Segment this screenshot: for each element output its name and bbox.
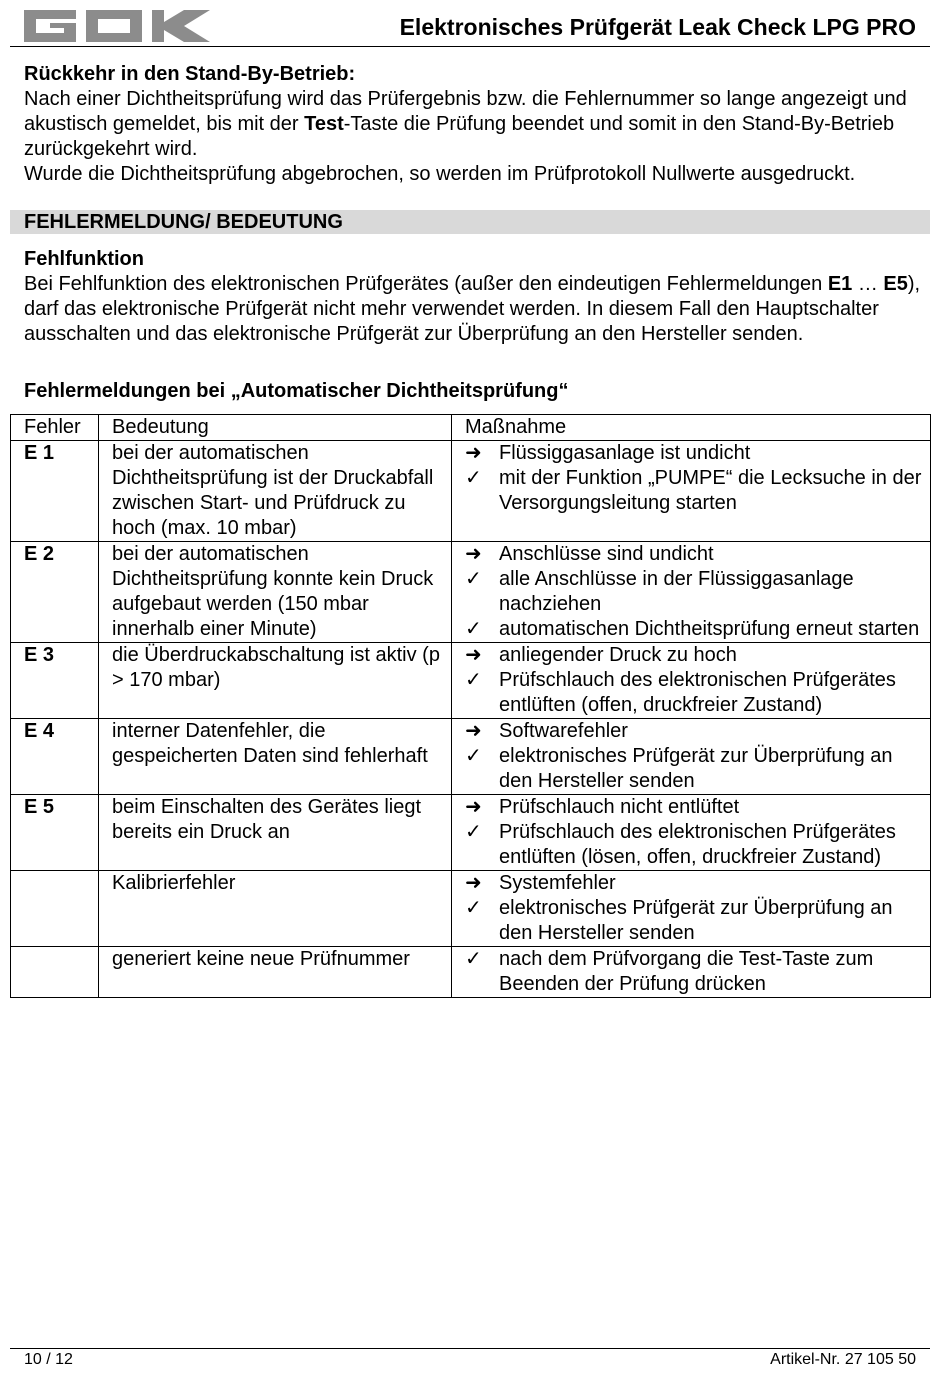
check-icon: ✓	[465, 467, 482, 489]
arrow-right-icon: ➜	[465, 543, 482, 565]
footer-divider	[10, 1348, 930, 1349]
measure-item	[465, 441, 930, 466]
measure-item	[465, 795, 930, 820]
test-key-label: Test	[304, 113, 344, 135]
measure-text: Prüfschlauch nicht entlüftet	[499, 796, 740, 818]
standby-heading: Rückkehr in den Stand-By-Betrieb:	[24, 63, 356, 85]
table-row	[11, 441, 931, 542]
fehlfunktion-heading: Fehlfunktion	[24, 248, 144, 270]
error-meaning: bei der automatischen Dichtheitsprüfung konnte kein Druck aufgebaut werden (150 mbar innerhalb einer Minute)	[99, 542, 452, 643]
header-bedeutung: Bedeutung	[99, 415, 452, 441]
standby-text-a: Nach einer Dichtheitsprüfung wird das Prüfergebnis bzw. die Fehlernummer so lange angezeigt und akustisch gemeldet, bis mit der	[24, 88, 907, 135]
check-icon: ✓	[465, 669, 482, 691]
error-code: E 2	[11, 542, 99, 643]
measure-text: Prüfschlauch des elektronischen Prüfgerätes entlüften (lösen, offen, druckfreier Zustand)	[499, 821, 896, 868]
error-meaning: bei der automatischen Dichtheitsprüfung ist der Druckabfall zwischen Start- und Prüfdruck zu hoch (max. 10 mbar)	[99, 441, 452, 542]
measure-text: elektronisches Prüfgerät zur Überprüfung an den Hersteller senden	[499, 745, 893, 792]
section-title: FEHLERMELDUNG/ BEDEUTUNG	[24, 211, 343, 233]
measure-text: Anschlüsse sind undicht	[499, 543, 714, 565]
measure-item	[465, 820, 930, 870]
error-code	[11, 947, 99, 998]
measure-text: elektronisches Prüfgerät zur Überprüfung an den Hersteller senden	[499, 897, 893, 944]
table-row	[11, 719, 931, 795]
measure-text: Flüssiggasanlage ist undicht	[499, 442, 751, 464]
check-icon: ✓	[465, 618, 482, 640]
error-measures	[452, 871, 931, 947]
measure-text: Systemfehler	[499, 872, 616, 894]
measure-text: Softwarefehler	[499, 720, 628, 742]
error-measures	[452, 947, 931, 998]
code-e1: E1	[827, 273, 853, 295]
table-row	[11, 643, 931, 719]
page-header	[10, 4, 930, 47]
table-row	[11, 542, 931, 643]
standby-text-b: -Taste die Prüfung beendet und somit in den Stand-By-Betrieb zurückgekehrt wird.	[24, 113, 895, 160]
measure-item	[465, 871, 930, 896]
measure-item	[465, 542, 930, 567]
error-measures	[452, 542, 931, 643]
table-row	[11, 871, 931, 947]
ellipsis: …	[852, 273, 884, 295]
standby-paragraph-2: Wurde die Dichtheitsprüfung abgebrochen, so werden im Prüfprotokoll Nullwerte ausgedruckt.	[24, 163, 856, 185]
code-e5: E5	[883, 273, 908, 295]
table-row	[11, 795, 931, 871]
arrow-right-icon: ➜	[465, 872, 482, 894]
error-meaning: die Überdruckabschaltung ist aktiv (p > 170 mbar)	[99, 643, 452, 719]
header-fehler: Fehler	[11, 415, 99, 441]
error-code: E 5	[11, 795, 99, 871]
measure-text: alle Anschlüsse in der Flüssiggasanlage nachziehen	[499, 568, 854, 615]
error-code: E 1	[11, 441, 99, 542]
error-code: E 3	[11, 643, 99, 719]
header-massnahme: Maßnahme	[452, 415, 931, 441]
check-icon: ✓	[465, 821, 482, 843]
arrow-right-icon: ➜	[465, 796, 482, 818]
measure-item	[465, 617, 930, 642]
measure-item	[465, 643, 930, 668]
check-icon: ✓	[465, 948, 482, 970]
error-measures	[452, 643, 931, 719]
fehlfunktion-paragraph	[24, 272, 924, 347]
check-icon: ✓	[465, 568, 482, 590]
measure-item	[465, 668, 930, 718]
article-number: Artikel-Nr. 27 105 50	[770, 1351, 916, 1368]
measure-item	[465, 896, 930, 946]
error-table	[10, 414, 931, 998]
error-meaning: beim Einschalten des Gerätes liegt bereits ein Druck an	[99, 795, 452, 871]
gok-logo	[24, 10, 210, 42]
table-body	[11, 441, 931, 998]
check-icon: ✓	[465, 745, 482, 767]
check-icon: ✓	[465, 897, 482, 919]
error-meaning: Kalibrierfehler	[99, 871, 452, 947]
table-title: Fehlermeldungen bei „Automatischer Dichtheitsprüfung“	[24, 380, 569, 402]
error-code: E 4	[11, 719, 99, 795]
arrow-right-icon: ➜	[465, 720, 482, 742]
fehlfunktion-text-b: ), darf das elektronische Prüfgerät nicht mehr verwendet werden. In diesem Fall den Hauptschalter ausschalten und das elektronische Prüfgerät zur Überprüfung an den Hersteller senden.	[24, 273, 921, 345]
error-measures	[452, 795, 931, 871]
table-header-row	[11, 415, 931, 441]
error-code	[11, 871, 99, 947]
measure-item	[465, 466, 930, 516]
measure-text: automatischen Dichtheitsprüfung erneut starten	[499, 618, 920, 640]
error-measures	[452, 441, 931, 542]
standby-paragraph	[24, 87, 930, 162]
measure-item	[465, 744, 930, 794]
error-meaning: generiert keine neue Prüfnummer	[99, 947, 452, 998]
measure-text: mit der Funktion „PUMPE“ die Lecksuche in der Versorgungsleitung starten	[499, 467, 922, 514]
measure-text: anliegender Druck zu hoch	[499, 644, 737, 666]
measure-item	[465, 947, 930, 997]
arrow-right-icon: ➜	[465, 644, 482, 666]
section-heading-bar	[10, 210, 930, 234]
fehlfunktion-section	[24, 247, 924, 347]
error-meaning: interner Datenfehler, die gespeicherten Daten sind fehlerhaft	[99, 719, 452, 795]
measure-item	[465, 567, 930, 617]
standby-section	[24, 62, 930, 187]
error-measures	[452, 719, 931, 795]
fehlfunktion-text-a: Bei Fehlfunktion des elektronischen Prüfgerätes (außer den eindeutigen Fehlermeldungen	[24, 273, 828, 295]
page-number: 10 / 12	[24, 1351, 73, 1368]
document-title: Elektronisches Prüfgerät Leak Check LPG PRO	[399, 14, 916, 40]
measure-item	[465, 719, 930, 744]
table-row	[11, 947, 931, 998]
measure-text: nach dem Prüfvorgang die Test-Taste zum Beenden der Prüfung drücken	[499, 948, 874, 995]
measure-text: Prüfschlauch des elektronischen Prüfgerätes entlüften (offen, druckfreier Zustand)	[499, 669, 896, 716]
arrow-right-icon: ➜	[465, 442, 482, 464]
